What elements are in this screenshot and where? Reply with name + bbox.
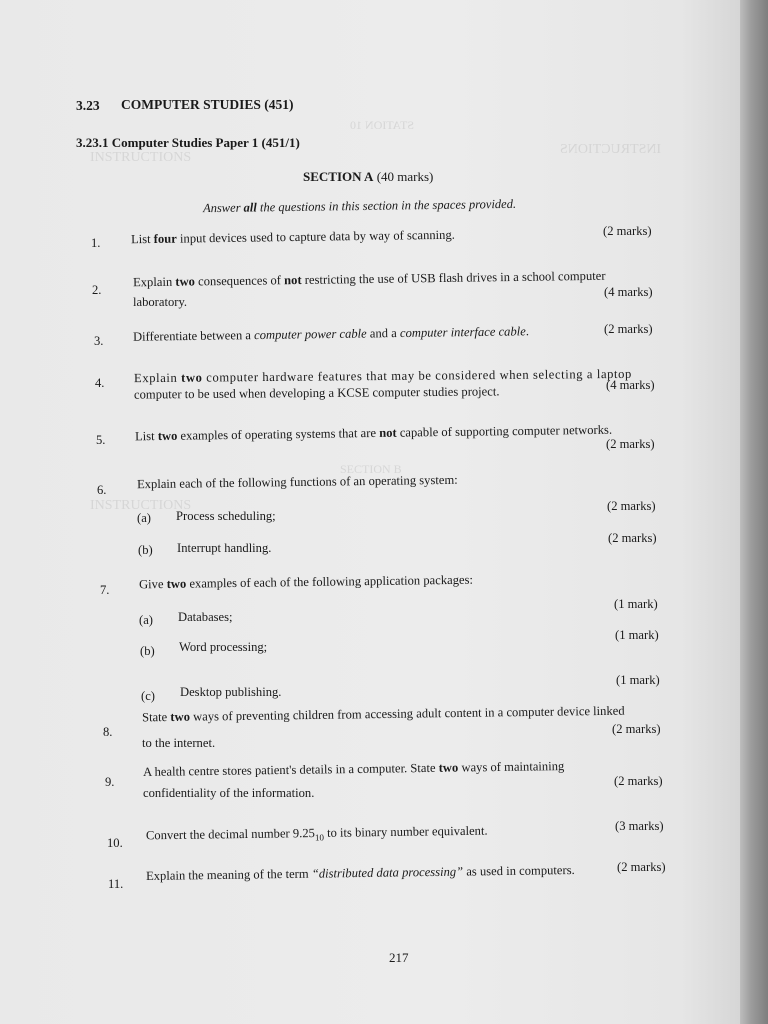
- question-text-continued: laboratory.: [133, 295, 188, 309]
- question-number: 7.: [100, 583, 110, 597]
- subquestion-marks: (2 marks): [608, 531, 657, 545]
- subquestion-marks: (1 mark): [614, 597, 658, 611]
- bleed-through-text: INSTRUCTIONS: [90, 498, 192, 513]
- bleed-through-text: SECTION B: [340, 462, 402, 476]
- question-text: List four input devices used to capture data by way of scanning.: [130, 227, 455, 247]
- section-instruction: Answer all the questions in this section in the spaces provided.: [202, 196, 517, 216]
- question-marks: (2 marks): [604, 322, 653, 336]
- question-number: 1.: [91, 236, 101, 250]
- question-marks: (4 marks): [604, 285, 653, 299]
- question-marks: (4 marks): [606, 378, 655, 392]
- question-marks: (3 marks): [615, 819, 664, 833]
- question-number: 4.: [95, 376, 105, 390]
- question-text: Explain two consequences of not restricting the use of USB flash drives in a school computer: [132, 268, 606, 290]
- question-text: List two examples of operating systems that are not capable of supporting computer networks.: [134, 422, 613, 444]
- scan-right-edge: [740, 0, 768, 1024]
- question-marks: (2 marks): [603, 224, 652, 238]
- subquestion-label: (c): [141, 689, 155, 703]
- bleed-through-text: INSTRUCTIONS: [560, 142, 662, 157]
- subquestion-label: (a): [139, 613, 153, 627]
- subquestion-marks: (2 marks): [607, 499, 656, 513]
- question-marks: (2 marks): [614, 774, 663, 788]
- question-number: 11.: [108, 877, 124, 891]
- section-title: COMPUTER STUDIES (451): [121, 97, 294, 112]
- page-number: 217: [389, 950, 409, 965]
- question-text: Convert the decimal number $9.25_{10}$ to its binary number equivalent.: [145, 823, 488, 843]
- question-text-continued: to the internet.: [142, 736, 216, 750]
- subquestion-text: Interrupt handling.: [177, 541, 272, 555]
- subquestion-text: Databases;: [178, 610, 233, 624]
- paper-title: 3.23.1 Computer Studies Paper 1 (451/1): [76, 135, 300, 150]
- question-text: State two ways of preventing children from accessing adult content in a computer device linked: [141, 703, 625, 725]
- question-text: Explain two computer hardware features that may be considered when selecting a laptop: [133, 366, 632, 386]
- subquestion-label: (b): [140, 644, 155, 658]
- question-text: Explain the meaning of the term “distributed data processing” as used in computers.: [145, 863, 575, 883]
- section-heading: SECTION A (40 marks): [303, 169, 434, 184]
- subquestion-label: (b): [138, 543, 153, 557]
- question-marks: (2 marks): [606, 437, 655, 451]
- question-text: Differentiate between a computer power cable and a computer interface cable.: [132, 324, 530, 344]
- question-number: 6.: [97, 483, 107, 497]
- section-number: 3.23: [76, 98, 100, 113]
- subquestion-marks: (1 mark): [616, 673, 660, 687]
- question-number: 3.: [94, 334, 104, 348]
- question-text-continued: computer to be used when developing a KCSE computer studies project.: [133, 384, 500, 402]
- question-number: 5.: [96, 433, 106, 447]
- question-number: 8.: [103, 725, 113, 739]
- subquestion-marks: (1 mark): [615, 628, 659, 642]
- question-marks: (2 marks): [612, 722, 661, 736]
- bleed-through-text: STATION 10: [350, 118, 415, 132]
- subquestion-text: Process scheduling;: [176, 509, 276, 523]
- question-number: 2.: [92, 283, 102, 297]
- question-number: 9.: [105, 775, 115, 789]
- subquestion-label: (a): [137, 511, 151, 525]
- bleed-through-text: INSTRUCTIONS: [90, 150, 192, 165]
- question-marks: (2 marks): [617, 860, 666, 874]
- subquestion-text: Desktop publishing.: [180, 685, 282, 699]
- question-text: Give two examples of each of the following application packages:: [138, 572, 474, 592]
- question-text: A health centre stores patient's details in a computer. State two ways of maintaining: [142, 759, 565, 779]
- question-number: 10.: [107, 836, 123, 850]
- question-text: Explain each of the following functions of an operating system:: [136, 472, 458, 492]
- subquestion-text: Word processing;: [179, 640, 268, 654]
- question-text-continued: confidentiality of the information.: [143, 786, 315, 800]
